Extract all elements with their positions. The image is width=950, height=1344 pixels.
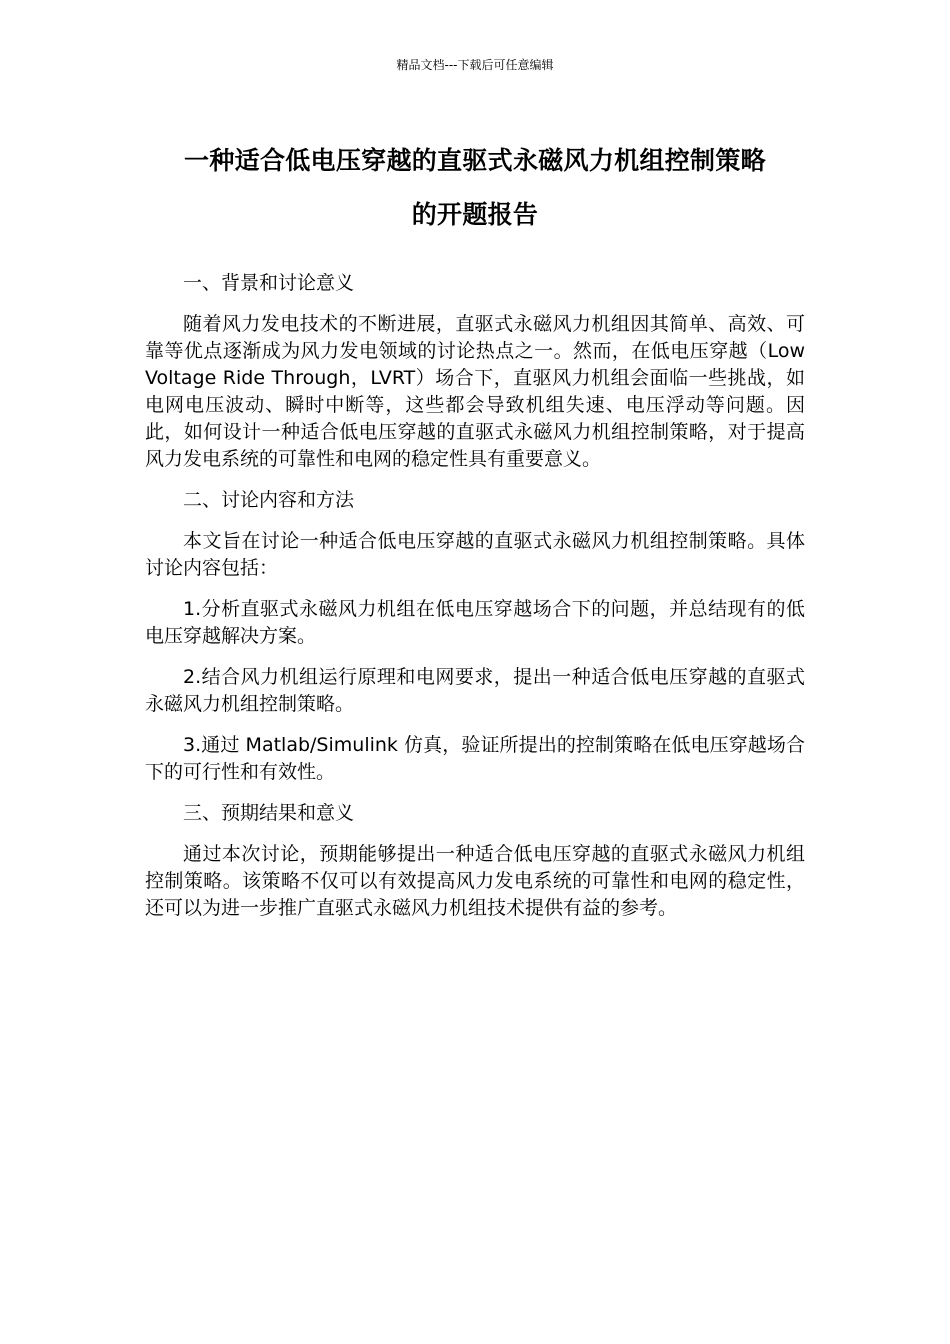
list-item-3: 3.通过 Matlab/Simulink 仿真，验证所提出的控制策略在低电压穿越场合下的可行性和有效性。 <box>145 734 805 783</box>
list-item-2: 2.结合风力机组运行原理和电网要求，提出一种适合低电压穿越的直驱式永磁风力机组控制策略。 <box>145 666 805 715</box>
paragraph-content-intro: 本文旨在讨论一种适合低电压穿越的直驱式永磁风力机组控制策略。具体讨论内容包括： <box>145 530 805 579</box>
title-line-1: 一种适合低电压穿越的直驱式永磁风力机组控制策略 <box>184 146 766 175</box>
document-title <box>110 134 840 242</box>
paragraph-background: 随着风力发电技术的不断进展，直驱式永磁风力机组因其简单、高效、可靠等优点逐渐成为风力发电领域的讨论热点之一。然而，在低电压穿越（Low Voltage Ride Through，LVRT）场合下，直驱风力机组会面临一些挑战，如电网电压波动、瞬时中断等，这些都会导致机组失速、电压浮动等问题。因此，如何设计一种适合低电压穿越的直驱式永磁风力机组控制策略，对于提高风力发电系统的可靠性和电网的稳定性具有重要意义。 <box>145 313 805 470</box>
section-heading-content-methods: 二、讨论内容和方法 <box>183 489 355 511</box>
list-item-1: 1.分析直驱式永磁风力机组在低电压穿越场合下的问题，并总结现有的低电压穿越解决方案。 <box>145 598 805 647</box>
section-heading-expected-results: 三、预期结果和意义 <box>183 802 355 824</box>
title-line-2: 的开题报告 <box>411 200 539 229</box>
page-header: 精品文档---下载后可任意编辑 <box>396 58 554 72</box>
section-heading-background: 一、背景和讨论意义 <box>183 272 355 294</box>
paragraph-expected-results: 通过本次讨论，预期能够提出一种适合低电压穿越的直驱式永磁风力机组控制策略。该策略不仅可以有效提高风力发电系统的可靠性和电网的稳定性，还可以为进一步推广直驱式永磁风力机组技术提供有益的参考。 <box>145 843 805 919</box>
document-body <box>145 270 805 936</box>
